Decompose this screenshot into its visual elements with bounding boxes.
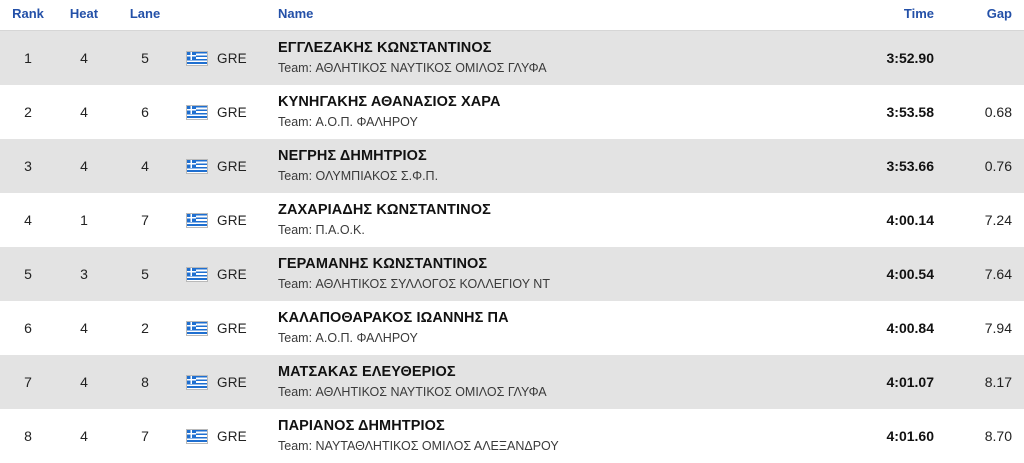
cell-heat: 4: [56, 31, 112, 86]
table-header-row: [0, 0, 1024, 31]
cell-time: 3:52.90: [824, 31, 934, 86]
table-row[interactable]: [0, 85, 1024, 139]
athlete-name: ΜΑΤΣΑΚΑΣ ΕΛΕΥΘΕΡΙΟΣ: [278, 363, 816, 381]
country-group: [178, 375, 278, 390]
athlete-team: Team: Α.Ο.Π. ΦΑΛΗΡΟΥ: [278, 330, 816, 346]
cell-gap: 7.64: [934, 247, 1024, 301]
cell-lane: 8: [112, 355, 178, 409]
cell-heat: 3: [56, 247, 112, 301]
country-group: [178, 321, 278, 336]
cell-gap: 8.70: [934, 409, 1024, 463]
athlete-name: ΝΕΓΡΗΣ ΔΗΜΗΤΡΙΟΣ: [278, 147, 816, 165]
cell-gap: 8.17: [934, 355, 1024, 409]
cell-lane: 4: [112, 139, 178, 193]
cell-lane: 7: [112, 409, 178, 463]
athlete-name: ΖΑΧΑΡΙΑΔΗΣ ΚΩΝΣΤΑΝΤΙΝΟΣ: [278, 201, 816, 219]
column-header-country: [178, 0, 278, 31]
country-group: [178, 429, 278, 444]
table-body: [0, 31, 1024, 463]
cell-time: 4:01.07: [824, 355, 934, 409]
greece-flag-icon: [186, 105, 208, 120]
country-group: [178, 105, 278, 120]
cell-lane: 5: [112, 31, 178, 86]
column-header-rank[interactable]: Rank: [0, 0, 56, 31]
athlete-name: ΠΑΡΙΑΝΟΣ ΔΗΜΗΤΡΙΟΣ: [278, 417, 816, 435]
cell-rank: 3: [0, 139, 56, 193]
cell-name: [278, 409, 824, 463]
country-code: GRE: [217, 429, 247, 444]
column-header-name[interactable]: Name: [278, 0, 824, 31]
cell-time: 3:53.66: [824, 139, 934, 193]
cell-name: [278, 301, 824, 355]
cell-country: [178, 301, 278, 355]
cell-country: [178, 31, 278, 86]
cell-country: [178, 355, 278, 409]
athlete-team: Team: ΑΘΛΗΤΙΚΟΣ ΝΑΥΤΙΚΟΣ ΟΜΙΛΟΣ ΓΛΥΦΑ: [278, 60, 816, 76]
table-row[interactable]: [0, 247, 1024, 301]
table-row[interactable]: [0, 301, 1024, 355]
athlete-team: Team: Π.Α.Ο.Κ.: [278, 222, 816, 238]
table-row[interactable]: [0, 409, 1024, 463]
greece-flag-icon: [186, 375, 208, 390]
athlete-name: ΓΕΡΑΜΑΝΗΣ ΚΩΝΣΤΑΝΤΙΝΟΣ: [278, 255, 816, 273]
cell-heat: 4: [56, 301, 112, 355]
cell-time: 4:00.54: [824, 247, 934, 301]
athlete-team: Team: ΟΛΥΜΠΙΑΚΟΣ Σ.Φ.Π.: [278, 168, 816, 184]
cell-heat: 1: [56, 193, 112, 247]
cell-heat: 4: [56, 85, 112, 139]
cell-country: [178, 139, 278, 193]
cell-lane: 5: [112, 247, 178, 301]
athlete-name: ΚΑΛΑΠΟΘΑΡΑΚΟΣ ΙΩΑΝΝΗΣ ΠΑ: [278, 309, 816, 327]
cell-time: 4:00.14: [824, 193, 934, 247]
greece-flag-icon: [186, 159, 208, 174]
table-row[interactable]: [0, 139, 1024, 193]
column-header-gap[interactable]: Gap: [934, 0, 1024, 31]
cell-name: [278, 193, 824, 247]
country-code: GRE: [217, 375, 247, 390]
cell-name: [278, 85, 824, 139]
table-row[interactable]: [0, 193, 1024, 247]
cell-country: [178, 193, 278, 247]
country-code: GRE: [217, 267, 247, 282]
cell-rank: 5: [0, 247, 56, 301]
cell-rank: 8: [0, 409, 56, 463]
cell-heat: 4: [56, 355, 112, 409]
cell-name: [278, 139, 824, 193]
cell-name: [278, 31, 824, 86]
country-group: [178, 51, 278, 66]
country-group: [178, 159, 278, 174]
table-header: [0, 0, 1024, 31]
cell-rank: 4: [0, 193, 56, 247]
cell-lane: 6: [112, 85, 178, 139]
cell-rank: 2: [0, 85, 56, 139]
cell-gap: 7.24: [934, 193, 1024, 247]
country-code: GRE: [217, 213, 247, 228]
country-code: GRE: [217, 321, 247, 336]
cell-time: 4:01.60: [824, 409, 934, 463]
cell-country: [178, 85, 278, 139]
cell-name: [278, 247, 824, 301]
cell-time: 3:53.58: [824, 85, 934, 139]
cell-rank: 6: [0, 301, 56, 355]
cell-gap: 0.68: [934, 85, 1024, 139]
greece-flag-icon: [186, 321, 208, 336]
cell-country: [178, 247, 278, 301]
greece-flag-icon: [186, 213, 208, 228]
athlete-team: Team: ΝΑΥΤΑΘΛΗΤΙΚΟΣ ΟΜΙΛΟΣ ΑΛΕΞΑΝΔΡΟΥ: [278, 438, 816, 454]
cell-rank: 7: [0, 355, 56, 409]
cell-gap: [934, 31, 1024, 86]
cell-lane: 7: [112, 193, 178, 247]
greece-flag-icon: [186, 51, 208, 66]
athlete-team: Team: ΑΘΛΗΤΙΚΟΣ ΝΑΥΤΙΚΟΣ ΟΜΙΛΟΣ ΓΛΥΦΑ: [278, 384, 816, 400]
column-header-lane[interactable]: Lane: [112, 0, 178, 31]
country-group: [178, 213, 278, 228]
athlete-team: Team: Α.Ο.Π. ΦΑΛΗΡΟΥ: [278, 114, 816, 130]
table-row[interactable]: [0, 355, 1024, 409]
table-row[interactable]: [0, 31, 1024, 86]
athlete-team: Team: ΑΘΛΗΤΙΚΟΣ ΣΥΛΛΟΓΟΣ ΚΟΛΛΕΓΙΟΥ ΝΤ: [278, 276, 816, 292]
athlete-name: ΚΥΝΗΓΑΚΗΣ ΑΘΑΝΑΣΙΟΣ ΧΑΡΑ: [278, 93, 816, 111]
cell-heat: 4: [56, 409, 112, 463]
greece-flag-icon: [186, 429, 208, 444]
cell-time: 4:00.84: [824, 301, 934, 355]
cell-gap: 7.94: [934, 301, 1024, 355]
country-code: GRE: [217, 159, 247, 174]
column-header-time[interactable]: Time: [824, 0, 934, 31]
cell-heat: 4: [56, 139, 112, 193]
cell-name: [278, 355, 824, 409]
greece-flag-icon: [186, 267, 208, 282]
athlete-name: ΕΓΓΛΕΖΑΚΗΣ ΚΩΝΣΤΑΝΤΙΝΟΣ: [278, 39, 816, 57]
cell-rank: 1: [0, 31, 56, 86]
country-code: GRE: [217, 51, 247, 66]
country-group: [178, 267, 278, 282]
country-code: GRE: [217, 105, 247, 120]
column-header-heat[interactable]: Heat: [56, 0, 112, 31]
cell-country: [178, 409, 278, 463]
cell-gap: 0.76: [934, 139, 1024, 193]
cell-lane: 2: [112, 301, 178, 355]
